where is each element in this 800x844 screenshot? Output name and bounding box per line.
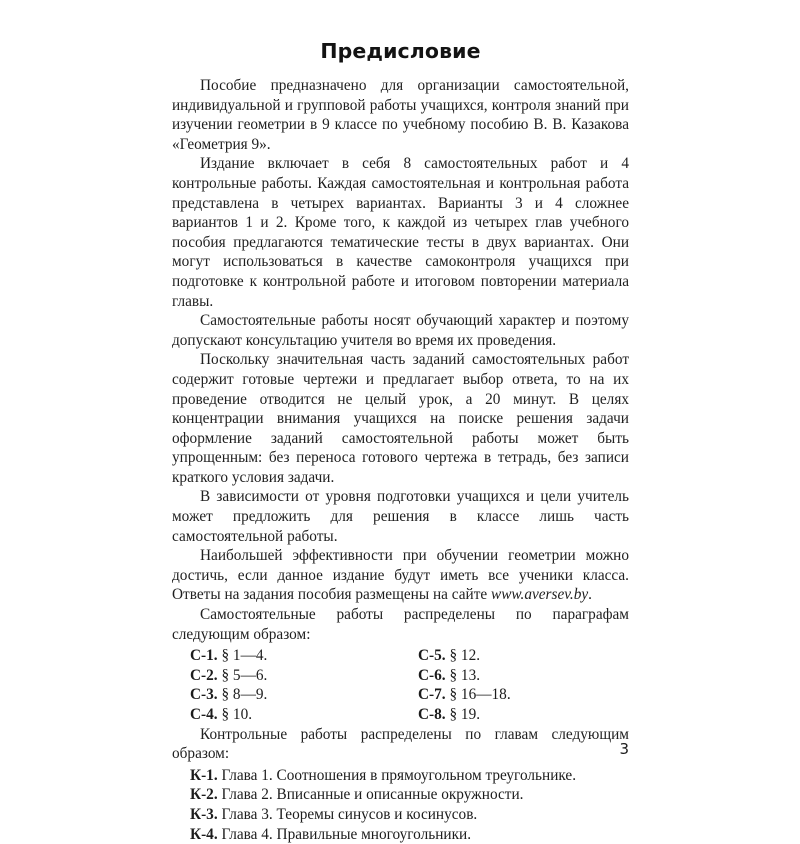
list-item — [190, 646, 418, 666]
paragraph-teaching-character: Самостоятельные работы носят обучающий характер и поэтому допускают консультацию учителя во время их проведения. — [172, 312, 629, 349]
list-item — [418, 685, 629, 705]
website-paragraph-after: . — [588, 586, 592, 604]
work-code: С-2. — [190, 666, 218, 684]
work-ref: § 10. — [221, 706, 253, 723]
work-ref: § 16—18. — [449, 686, 511, 704]
page-title: Предисловие — [320, 39, 481, 63]
control-works-list — [172, 766, 629, 844]
list-item — [190, 766, 629, 786]
work-code: С-1. — [190, 647, 218, 665]
work-code: С-7. — [418, 686, 446, 704]
work-code: С-3. — [190, 686, 218, 704]
work-ref: § 8—9. — [221, 686, 268, 704]
work-ref: § 1—4. — [221, 647, 268, 665]
paragraph-website — [172, 546, 629, 605]
list-item — [190, 785, 629, 805]
list-item — [418, 646, 629, 666]
work-ref: Глава 1. Соотношения в прямоугольном треугольнике. — [221, 766, 577, 784]
work-code: К-3. — [190, 805, 218, 823]
paragraph-timing: Поскольку значительная часть заданий самостоятельных работ содержит готовые чертежи и предлагает выбор ответа, то на их проведение отводится не целый урок, а 20 минут. В целях концентрации внимания учащихся на поиске решения задачи оформление заданий самостоятельной работы может быть упрощенным: без переноса готового чертежа в тетрадь, без записи краткого условия задачи. — [172, 351, 629, 486]
website-link[interactable]: www.aversev.by — [491, 586, 589, 604]
list-item — [190, 685, 418, 705]
paragraph-selection: В зависимости от уровня подготовки учащихся и цели учитель может предложить для решения в классе лишь часть самостоятельной работы. — [172, 488, 629, 545]
work-ref: Глава 2. Вписанные и описанные окружности. — [221, 786, 524, 804]
work-ref: § 12. — [449, 647, 481, 665]
work-code: К-1. — [190, 766, 218, 784]
work-ref: Глава 3. Теоремы синусов и косинусов. — [221, 805, 478, 823]
list-item — [190, 666, 418, 686]
work-ref: § 5—6. — [221, 666, 268, 684]
paragraph-independent-works-intro: Самостоятельные работы распределены по параграфам следующим образом: — [172, 606, 629, 643]
paragraph-contents: Издание включает в себя 8 самостоятельных работ и 4 контрольные работы. Каждая самостоятельная и контрольная работа представлена в четырех вариантах. Варианты 3 и 4 сложнее вариантов 1 и 2. Кроме того, к каждой из четырех глав учебного пособия предлагаются тематические тесты в двух вариантах. Они могут использоваться в качестве самоконтроля учащихся при подготовке к контрольной работе и итоговом повторении материала главы. — [172, 155, 629, 310]
work-code: С-5. — [418, 647, 446, 665]
paragraph-intro: Пособие предназначено для организации самостоятельной, индивидуальной и групповой работы учащихся, контроля знаний при изучении геометрии в 9 классе по учебному пособию В. В. Казакова «Геометрия 9». — [172, 77, 629, 153]
page-number: 3 — [619, 740, 629, 758]
list-item — [418, 666, 629, 686]
list-item — [190, 805, 629, 825]
work-code: К-4. — [190, 825, 218, 843]
website-paragraph-before: Наибольшей эффективности при обучении геометрии можно достичь, если данное издание будут иметь все ученики класса. Ответы на задания пособия размещены на сайте — [172, 547, 629, 604]
work-code: К-2. — [190, 786, 218, 804]
page-content — [172, 38, 629, 844]
work-code: С-6. — [418, 666, 446, 684]
list-item — [190, 705, 418, 725]
list-item — [418, 705, 629, 725]
work-code: С-8. — [418, 706, 446, 723]
work-ref: § 19. — [449, 706, 481, 723]
work-ref: § 13. — [449, 666, 481, 684]
work-ref: Глава 4. Правильные многоугольники. — [221, 825, 472, 843]
list-item — [190, 825, 629, 844]
paragraph-control-works-intro: Контрольные работы распределены по главам следующим образом: — [172, 725, 629, 763]
work-code: С-4. — [190, 706, 218, 723]
independent-works-list — [172, 646, 629, 724]
